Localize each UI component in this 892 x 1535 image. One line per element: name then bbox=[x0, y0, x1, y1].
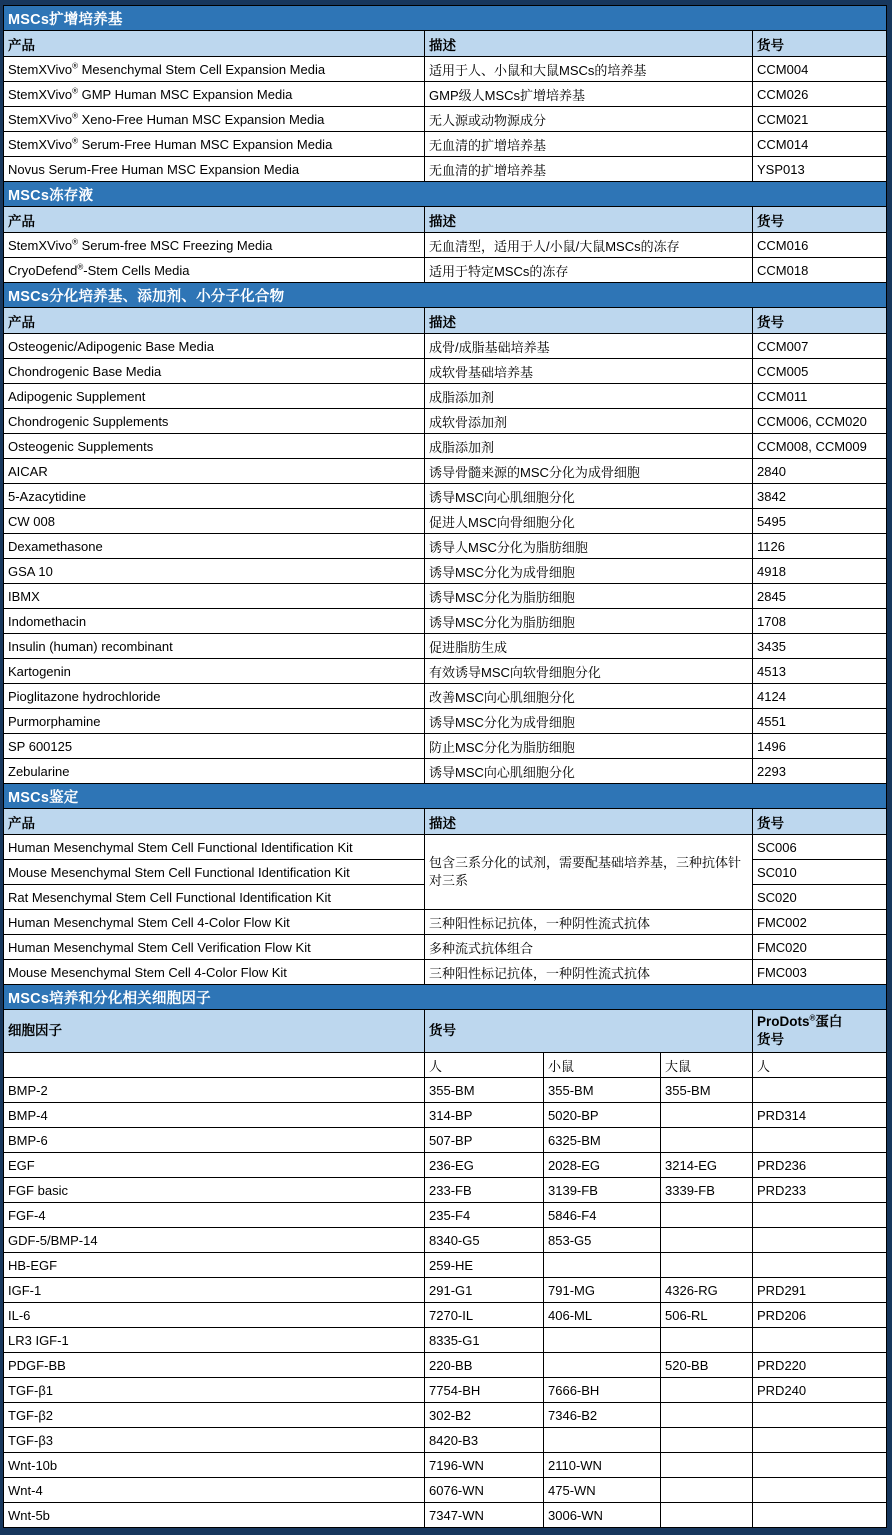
rat-catalog-cell: 355-BM bbox=[661, 1078, 753, 1103]
description-cell: GMP级人MSCs扩增培养基 bbox=[425, 82, 753, 107]
catalog-cell: CCM014 bbox=[753, 132, 887, 157]
catalog-column-header: 货号 bbox=[753, 207, 887, 233]
human-catalog-cell: 291-G1 bbox=[425, 1278, 544, 1303]
rat-catalog-cell bbox=[661, 1403, 753, 1428]
catalog-cell: CCM008, CCM009 bbox=[753, 434, 887, 459]
catalog-cell: CCM011 bbox=[753, 384, 887, 409]
rat-catalog-cell bbox=[661, 1503, 753, 1528]
cytokine-name-cell: IGF-1 bbox=[4, 1278, 425, 1303]
cytokine-name-cell: GDF-5/BMP-14 bbox=[4, 1228, 425, 1253]
description-column-header: 描述 bbox=[425, 207, 753, 233]
human-catalog-cell: 6076-WN bbox=[425, 1478, 544, 1503]
section-band-row bbox=[4, 182, 887, 207]
rat-catalog-cell bbox=[661, 1253, 753, 1278]
catalog-cell: 4918 bbox=[753, 559, 887, 584]
product-cell: IBMX bbox=[4, 584, 425, 609]
table-row bbox=[4, 1428, 887, 1453]
rat-catalog-cell bbox=[661, 1203, 753, 1228]
catalog-cell: CCM004 bbox=[753, 57, 887, 82]
table-row bbox=[4, 1103, 887, 1128]
mouse-catalog-cell: 406-ML bbox=[544, 1303, 661, 1328]
table-row bbox=[4, 82, 887, 107]
product-cell: Osteogenic Supplements bbox=[4, 434, 425, 459]
human-catalog-cell: 314-BP bbox=[425, 1103, 544, 1128]
mouse-catalog-cell bbox=[544, 1428, 661, 1453]
rat-catalog-cell: 506-RL bbox=[661, 1303, 753, 1328]
mouse-catalog-cell: 791-MG bbox=[544, 1278, 661, 1303]
cytokine-column-header: 细胞因子 bbox=[4, 1010, 425, 1053]
cytokine-name-cell: EGF bbox=[4, 1153, 425, 1178]
human-catalog-cell: 8340-G5 bbox=[425, 1228, 544, 1253]
catalog-group-column-header: 货号 bbox=[425, 1010, 753, 1053]
catalog-cell: 2293 bbox=[753, 759, 887, 784]
product-column-header: 产品 bbox=[4, 207, 425, 233]
mouse-catalog-cell: 853-G5 bbox=[544, 1228, 661, 1253]
table-row bbox=[4, 459, 887, 484]
cytokine-name-cell: TGF-β1 bbox=[4, 1378, 425, 1403]
catalog-cell: CCM018 bbox=[753, 258, 887, 283]
cytokine-name-cell: LR3 IGF-1 bbox=[4, 1328, 425, 1353]
product-cell: SP 600125 bbox=[4, 734, 425, 759]
product-cell: Rat Mesenchymal Stem Cell Functional Identification Kit bbox=[4, 885, 425, 910]
description-cell: 诱导人MSC分化为脂肪细胞 bbox=[425, 534, 753, 559]
species-human-header: 人 bbox=[425, 1053, 544, 1078]
product-cell: Pioglitazone hydrochloride bbox=[4, 684, 425, 709]
description-cell: 成脂添加剂 bbox=[425, 434, 753, 459]
mouse-catalog-cell: 355-BM bbox=[544, 1078, 661, 1103]
prodots-catalog-cell: PRD220 bbox=[753, 1353, 887, 1378]
catalog-cell: CCM006, CCM020 bbox=[753, 409, 887, 434]
product-cell: Chondrogenic Supplements bbox=[4, 409, 425, 434]
catalog-cell: CCM007 bbox=[753, 334, 887, 359]
description-column-header: 描述 bbox=[425, 308, 753, 334]
description-cell: 无血清的扩增培养基 bbox=[425, 132, 753, 157]
rat-catalog-cell: 520-BB bbox=[661, 1353, 753, 1378]
product-cell: Human Mesenchymal Stem Cell 4-Color Flow Kit bbox=[4, 910, 425, 935]
product-cell: Indomethacin bbox=[4, 609, 425, 634]
product-cell: CryoDefend®-Stem Cells Media bbox=[4, 258, 425, 283]
table-row bbox=[4, 1353, 887, 1378]
product-catalog-table bbox=[3, 5, 887, 1528]
description-cell: 成软骨基础培养基 bbox=[425, 359, 753, 384]
cytokine-name-cell: Wnt-4 bbox=[4, 1478, 425, 1503]
catalog-cell: 2840 bbox=[753, 459, 887, 484]
section-title: MSCs扩增培养基 bbox=[4, 6, 887, 31]
catalog-cell: 5495 bbox=[753, 509, 887, 534]
prodots-catalog-cell: PRD240 bbox=[753, 1378, 887, 1403]
table-row bbox=[4, 1178, 887, 1203]
rat-catalog-cell: 3339-FB bbox=[661, 1178, 753, 1203]
product-cell: Kartogenin bbox=[4, 659, 425, 684]
description-cell: 改善MSC向心肌细胞分化 bbox=[425, 684, 753, 709]
mouse-catalog-cell: 2028-EG bbox=[544, 1153, 661, 1178]
table-row bbox=[4, 484, 887, 509]
prodots-column-header: ProDots®蛋白 货号 bbox=[753, 1010, 887, 1053]
prodots-catalog-cell bbox=[753, 1078, 887, 1103]
product-cell: StemXVivo® Mesenchymal Stem Cell Expansion Media bbox=[4, 57, 425, 82]
product-cell: CW 008 bbox=[4, 509, 425, 534]
catalog-cell: FMC003 bbox=[753, 960, 887, 985]
rat-catalog-cell bbox=[661, 1228, 753, 1253]
table-row bbox=[4, 1478, 887, 1503]
human-catalog-cell: 8420-B3 bbox=[425, 1428, 544, 1453]
table-row bbox=[4, 1128, 887, 1153]
human-catalog-cell: 7196-WN bbox=[425, 1453, 544, 1478]
product-cell: Osteogenic/Adipogenic Base Media bbox=[4, 334, 425, 359]
table-row bbox=[4, 1303, 887, 1328]
rat-catalog-cell bbox=[661, 1478, 753, 1503]
prodots-catalog-cell bbox=[753, 1453, 887, 1478]
description-cell: 无人源或动物源成分 bbox=[425, 107, 753, 132]
table-row bbox=[4, 1328, 887, 1353]
description-cell: 适用于人、小鼠和大鼠MSCs的培养基 bbox=[425, 57, 753, 82]
table-row bbox=[4, 1153, 887, 1178]
description-cell: 无血清型，适用于人/小鼠/大鼠MSCs的冻存 bbox=[425, 233, 753, 258]
cytokine-name-cell: BMP-6 bbox=[4, 1128, 425, 1153]
description-cell: 有效诱导MSC向软骨细胞分化 bbox=[425, 659, 753, 684]
section-title: MSCs分化培养基、添加剂、小分子化合物 bbox=[4, 283, 887, 308]
rat-catalog-cell bbox=[661, 1128, 753, 1153]
product-cell: StemXVivo® Xeno-Free Human MSC Expansion Media bbox=[4, 107, 425, 132]
table-row bbox=[4, 384, 887, 409]
catalog-cell: CCM021 bbox=[753, 107, 887, 132]
column-header-row bbox=[4, 809, 887, 835]
description-cell: 诱导MSC向心肌细胞分化 bbox=[425, 484, 753, 509]
table-row bbox=[4, 534, 887, 559]
product-column-header: 产品 bbox=[4, 809, 425, 835]
table-row bbox=[4, 709, 887, 734]
human-catalog-cell: 8335-G1 bbox=[425, 1328, 544, 1353]
mouse-catalog-cell: 5846-F4 bbox=[544, 1203, 661, 1228]
table-row bbox=[4, 434, 887, 459]
product-cell: Mouse Mesenchymal Stem Cell 4-Color Flow Kit bbox=[4, 960, 425, 985]
cytokine-name-cell: HB-EGF bbox=[4, 1253, 425, 1278]
product-cell: Chondrogenic Base Media bbox=[4, 359, 425, 384]
table-row bbox=[4, 1278, 887, 1303]
cytokine-name-cell: FGF basic bbox=[4, 1178, 425, 1203]
mouse-catalog-cell: 3006-WN bbox=[544, 1503, 661, 1528]
table-row bbox=[4, 835, 887, 860]
registered-trademark-symbol: ® bbox=[72, 111, 78, 121]
table-row bbox=[4, 157, 887, 182]
registered-trademark-symbol: ® bbox=[72, 86, 78, 96]
subheader-empty-cell bbox=[4, 1053, 425, 1078]
table-row bbox=[4, 634, 887, 659]
product-cell: Zebularine bbox=[4, 759, 425, 784]
catalog-cell: SC010 bbox=[753, 860, 887, 885]
rat-catalog-cell bbox=[661, 1453, 753, 1478]
table-row bbox=[4, 1253, 887, 1278]
table-row bbox=[4, 659, 887, 684]
human-catalog-cell: 355-BM bbox=[425, 1078, 544, 1103]
catalog-cell: 3435 bbox=[753, 634, 887, 659]
table-row bbox=[4, 258, 887, 283]
human-catalog-cell: 236-EG bbox=[425, 1153, 544, 1178]
table-row bbox=[4, 910, 887, 935]
description-cell: 诱导骨髓来源的MSC分化为成骨细胞 bbox=[425, 459, 753, 484]
description-cell: 多种流式抗体组合 bbox=[425, 935, 753, 960]
human-catalog-cell: 220-BB bbox=[425, 1353, 544, 1378]
human-catalog-cell: 302-B2 bbox=[425, 1403, 544, 1428]
mouse-catalog-cell: 5020-BP bbox=[544, 1103, 661, 1128]
description-cell: 诱导MSC分化为脂肪细胞 bbox=[425, 609, 753, 634]
table-row bbox=[4, 759, 887, 784]
description-cell: 促进脂肪生成 bbox=[425, 634, 753, 659]
human-catalog-cell: 7347-WN bbox=[425, 1503, 544, 1528]
catalog-cell: 1126 bbox=[753, 534, 887, 559]
table-row bbox=[4, 1503, 887, 1528]
table-row bbox=[4, 960, 887, 985]
registered-trademark-symbol: ® bbox=[72, 237, 78, 247]
description-column-header: 描述 bbox=[425, 31, 753, 57]
registered-trademark-symbol: ® bbox=[72, 61, 78, 71]
product-cell: Insulin (human) recombinant bbox=[4, 634, 425, 659]
species-subheader-row bbox=[4, 1053, 887, 1078]
mouse-catalog-cell: 6325-BM bbox=[544, 1128, 661, 1153]
prodots-catalog-cell bbox=[753, 1503, 887, 1528]
product-cell: Human Mesenchymal Stem Cell Verification Flow Kit bbox=[4, 935, 425, 960]
mouse-catalog-cell bbox=[544, 1353, 661, 1378]
table-row bbox=[4, 1403, 887, 1428]
description-cell: 无血清的扩增培养基 bbox=[425, 157, 753, 182]
mouse-catalog-cell: 2110-WN bbox=[544, 1453, 661, 1478]
table-row bbox=[4, 57, 887, 82]
prodots-catalog-cell: PRD291 bbox=[753, 1278, 887, 1303]
species-human-header: 人 bbox=[753, 1053, 887, 1078]
species-rat-header: 大鼠 bbox=[661, 1053, 753, 1078]
human-catalog-cell: 507-BP bbox=[425, 1128, 544, 1153]
cytokine-name-cell: Wnt-5b bbox=[4, 1503, 425, 1528]
table-row bbox=[4, 734, 887, 759]
catalog-cell: FMC002 bbox=[753, 910, 887, 935]
prodots-catalog-cell: PRD233 bbox=[753, 1178, 887, 1203]
prodots-catalog-cell bbox=[753, 1203, 887, 1228]
catalog-cell: 1708 bbox=[753, 609, 887, 634]
table-row bbox=[4, 559, 887, 584]
section-title: MSCs培养和分化相关细胞因子 bbox=[4, 985, 887, 1010]
prodots-catalog-cell bbox=[753, 1403, 887, 1428]
catalog-column-header: 货号 bbox=[753, 308, 887, 334]
catalog-column-header: 货号 bbox=[753, 31, 887, 57]
description-cell: 成脂添加剂 bbox=[425, 384, 753, 409]
species-mouse-header: 小鼠 bbox=[544, 1053, 661, 1078]
description-cell: 防止MSC分化为脂肪细胞 bbox=[425, 734, 753, 759]
table-row bbox=[4, 935, 887, 960]
human-catalog-cell: 7754-BH bbox=[425, 1378, 544, 1403]
prodots-catalog-cell bbox=[753, 1128, 887, 1153]
product-cell: GSA 10 bbox=[4, 559, 425, 584]
catalog-cell: CCM016 bbox=[753, 233, 887, 258]
prodots-catalog-cell: PRD314 bbox=[753, 1103, 887, 1128]
catalog-cell: 4513 bbox=[753, 659, 887, 684]
column-header-row bbox=[4, 31, 887, 57]
section-band-row bbox=[4, 784, 887, 809]
table-row bbox=[4, 1228, 887, 1253]
mouse-catalog-cell bbox=[544, 1328, 661, 1353]
description-cell: 诱导MSC分化为成骨细胞 bbox=[425, 559, 753, 584]
cytokine-name-cell: PDGF-BB bbox=[4, 1353, 425, 1378]
human-catalog-cell: 235-F4 bbox=[425, 1203, 544, 1228]
table-row bbox=[4, 233, 887, 258]
cytokine-name-cell: Wnt-10b bbox=[4, 1453, 425, 1478]
product-cell: Mouse Mesenchymal Stem Cell Functional Identification Kit bbox=[4, 860, 425, 885]
table-row bbox=[4, 1078, 887, 1103]
registered-trademark-symbol: ® bbox=[72, 136, 78, 146]
catalog-cell: FMC020 bbox=[753, 935, 887, 960]
table-row bbox=[4, 107, 887, 132]
description-cell: 诱导MSC向心肌细胞分化 bbox=[425, 759, 753, 784]
product-cell: 5-Azacytidine bbox=[4, 484, 425, 509]
product-cell: StemXVivo® Serum-free MSC Freezing Media bbox=[4, 233, 425, 258]
table-row bbox=[4, 509, 887, 534]
section-band-row bbox=[4, 6, 887, 31]
prodots-catalog-cell: PRD236 bbox=[753, 1153, 887, 1178]
product-cell: Dexamethasone bbox=[4, 534, 425, 559]
cytokine-name-cell: FGF-4 bbox=[4, 1203, 425, 1228]
prodots-catalog-cell bbox=[753, 1328, 887, 1353]
product-cell: Purmorphamine bbox=[4, 709, 425, 734]
column-header-row bbox=[4, 1010, 887, 1053]
cytokine-name-cell: BMP-2 bbox=[4, 1078, 425, 1103]
rat-catalog-cell: 3214-EG bbox=[661, 1153, 753, 1178]
cytokine-name-cell: BMP-4 bbox=[4, 1103, 425, 1128]
catalog-column-header: 货号 bbox=[753, 809, 887, 835]
mouse-catalog-cell: 475-WN bbox=[544, 1478, 661, 1503]
description-cell: 成软骨添加剂 bbox=[425, 409, 753, 434]
rat-catalog-cell bbox=[661, 1428, 753, 1453]
description-cell: 诱导MSC分化为脂肪细胞 bbox=[425, 584, 753, 609]
rat-catalog-cell bbox=[661, 1378, 753, 1403]
prodots-catalog-cell bbox=[753, 1428, 887, 1453]
description-cell: 适用于特定MSCs的冻存 bbox=[425, 258, 753, 283]
mouse-catalog-cell: 3139-FB bbox=[544, 1178, 661, 1203]
description-cell: 三种阳性标记抗体，一种阴性流式抗体 bbox=[425, 960, 753, 985]
table-row bbox=[4, 584, 887, 609]
table-row bbox=[4, 359, 887, 384]
column-header-row bbox=[4, 207, 887, 233]
human-catalog-cell: 233-FB bbox=[425, 1178, 544, 1203]
catalog-cell: YSP013 bbox=[753, 157, 887, 182]
rat-catalog-cell: 4326-RG bbox=[661, 1278, 753, 1303]
product-cell: Human Mesenchymal Stem Cell Functional Identification Kit bbox=[4, 835, 425, 860]
mouse-catalog-cell: 7346-B2 bbox=[544, 1403, 661, 1428]
table-row bbox=[4, 1378, 887, 1403]
section-band-row bbox=[4, 283, 887, 308]
section-title: MSCs鉴定 bbox=[4, 784, 887, 809]
product-cell: StemXVivo® GMP Human MSC Expansion Media bbox=[4, 82, 425, 107]
column-header-row bbox=[4, 308, 887, 334]
catalog-cell: 4124 bbox=[753, 684, 887, 709]
cytokine-name-cell: IL-6 bbox=[4, 1303, 425, 1328]
rat-catalog-cell bbox=[661, 1103, 753, 1128]
catalog-cell: 2845 bbox=[753, 584, 887, 609]
description-cell-merged: 包含三系分化的试剂，需要配基础培养基，三种抗体针对三系 bbox=[425, 835, 753, 910]
mouse-catalog-cell bbox=[544, 1253, 661, 1278]
cytokine-name-cell: TGF-β2 bbox=[4, 1403, 425, 1428]
catalog-cell: 3842 bbox=[753, 484, 887, 509]
prodots-catalog-cell bbox=[753, 1228, 887, 1253]
human-catalog-cell: 7270-IL bbox=[425, 1303, 544, 1328]
catalog-cell: SC020 bbox=[753, 885, 887, 910]
table-row bbox=[4, 409, 887, 434]
table-row bbox=[4, 609, 887, 634]
description-cell: 成骨/成脂基础培养基 bbox=[425, 334, 753, 359]
catalog-cell: CCM026 bbox=[753, 82, 887, 107]
description-column-header: 描述 bbox=[425, 809, 753, 835]
registered-trademark-symbol: ® bbox=[809, 1013, 816, 1023]
catalog-cell: 1496 bbox=[753, 734, 887, 759]
product-column-header: 产品 bbox=[4, 308, 425, 334]
catalog-cell: CCM005 bbox=[753, 359, 887, 384]
section-title: MSCs冻存液 bbox=[4, 182, 887, 207]
description-cell: 诱导MSC分化为成骨细胞 bbox=[425, 709, 753, 734]
prodots-catalog-cell bbox=[753, 1478, 887, 1503]
table-row bbox=[4, 334, 887, 359]
product-cell: Novus Serum-Free Human MSC Expansion Media bbox=[4, 157, 425, 182]
prodots-catalog-cell: PRD206 bbox=[753, 1303, 887, 1328]
catalog-cell: 4551 bbox=[753, 709, 887, 734]
prodots-catalog-cell bbox=[753, 1253, 887, 1278]
product-column-header: 产品 bbox=[4, 31, 425, 57]
table-row bbox=[4, 684, 887, 709]
description-cell: 促进人MSC向骨细胞分化 bbox=[425, 509, 753, 534]
table-row bbox=[4, 1203, 887, 1228]
section-band-row bbox=[4, 985, 887, 1010]
catalog-cell: SC006 bbox=[753, 835, 887, 860]
mouse-catalog-cell: 7666-BH bbox=[544, 1378, 661, 1403]
registered-trademark-symbol: ® bbox=[77, 262, 84, 272]
table-row bbox=[4, 132, 887, 157]
product-cell: Adipogenic Supplement bbox=[4, 384, 425, 409]
description-cell: 三种阳性标记抗体，一种阴性流式抗体 bbox=[425, 910, 753, 935]
table-row bbox=[4, 1453, 887, 1478]
rat-catalog-cell bbox=[661, 1328, 753, 1353]
product-cell: StemXVivo® Serum-Free Human MSC Expansion Media bbox=[4, 132, 425, 157]
cytokine-name-cell: TGF-β3 bbox=[4, 1428, 425, 1453]
product-cell: AICAR bbox=[4, 459, 425, 484]
human-catalog-cell: 259-HE bbox=[425, 1253, 544, 1278]
